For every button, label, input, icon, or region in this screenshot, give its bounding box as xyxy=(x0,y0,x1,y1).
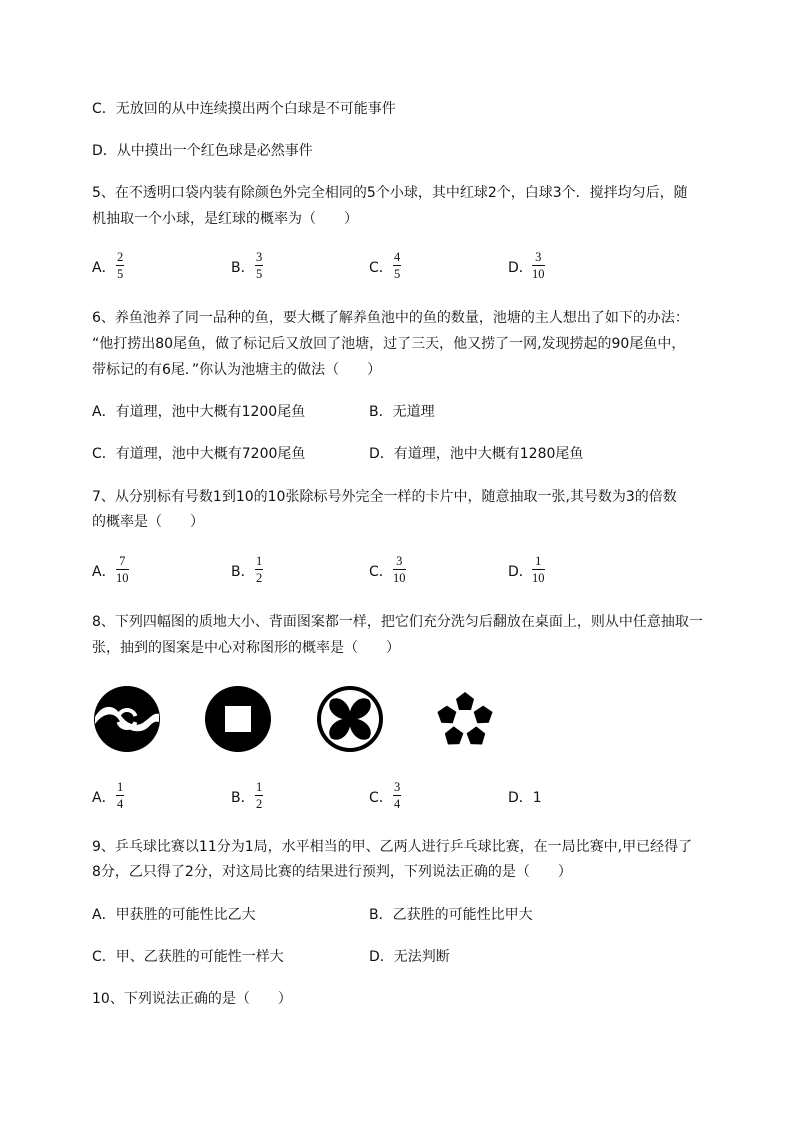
q7-option-d-label: D． xyxy=(508,564,533,580)
denominator: 2 xyxy=(256,797,263,811)
q5-text-line1: 5、在不透明口袋内装有除颜色外完全相同的5个小球，其中红球2个，白球3个．搅拌均匀后，随 xyxy=(92,185,688,201)
numerator: 1 xyxy=(117,780,124,794)
q5-option-c-fraction xyxy=(393,251,401,281)
q5-option-a-label: A． xyxy=(92,260,116,276)
q9-option-a: A．甲获胜的可能性比乙大 xyxy=(92,907,256,923)
denominator: 5 xyxy=(394,267,401,281)
q6-text-line1: 6、养鱼池养了同一品种的鱼，要大概了解养鱼池中的鱼的数量，池塘的主人想出了如下的办法： xyxy=(92,310,689,326)
q5-text-line2: 机抽取一个小球，是红球的概率为（ ） xyxy=(92,211,358,227)
q6-option-b: B．无道理 xyxy=(369,404,435,420)
q8-option-a-fraction xyxy=(116,781,124,811)
q7-option-c-fraction xyxy=(393,555,406,585)
q7-option-b-fraction xyxy=(255,555,263,585)
q7-option-d-fraction xyxy=(532,555,545,585)
q6-option-a: A．有道理，池中大概有1200尾鱼 xyxy=(92,404,306,420)
q7-text-line2: 的概率是（ ） xyxy=(92,514,204,530)
q9-text-line1: 9、乒乓球比赛以11分为1局，水平相当的甲、乙两人进行乒乓球比赛，在一局比赛中,甲已经得了 xyxy=(92,839,693,855)
q5-option-b-fraction xyxy=(255,251,263,281)
q8-text-line2: 张，抽到的图案是中心对称图形的概率是（ ） xyxy=(92,640,400,656)
numerator: 7 xyxy=(119,554,126,568)
q9-option-d: D．无法判断 xyxy=(369,949,450,965)
denominator: 4 xyxy=(117,797,124,811)
q7-option-c-label: C． xyxy=(369,564,393,580)
q5-option-a-fraction xyxy=(116,251,124,281)
denominator: 2 xyxy=(256,571,263,585)
numerator: 2 xyxy=(117,250,124,264)
figure-circle-square-icon xyxy=(203,684,273,754)
q9-text-line2: 8分，乙只得了2分，对这局比赛的结果进行预判，下列说法正确的是（ ） xyxy=(92,864,572,880)
q8-option-c-label: C． xyxy=(369,790,393,806)
q7-option-a-fraction xyxy=(116,555,129,585)
denominator: 4 xyxy=(394,797,401,811)
denominator: 10 xyxy=(532,267,545,281)
q6-option-c: C．有道理，池中大概有7200尾鱼 xyxy=(92,446,306,462)
denominator: 10 xyxy=(532,571,545,585)
q6-text-line2: “他打捞出80尾鱼，做了标记后又放回了池塘，过了三天，他又捞了一网,发现捞起的90尾鱼中， xyxy=(92,336,686,352)
q8-option-a-label: A． xyxy=(92,790,116,806)
numerator: 3 xyxy=(256,250,263,264)
numerator: 1 xyxy=(256,780,263,794)
q6-text-line3: 带标记的有6尾．”你认为池塘主的做法（ ） xyxy=(92,362,382,378)
q10-text-line1: 10、下列说法正确的是（ ） xyxy=(92,991,292,1007)
q8-text-line1: 8、下列四幅图的质地大小、背面图案都一样，把它们充分洗匀后翻放在桌面上，则从中任意抽取一 xyxy=(92,614,703,630)
option-c-previous: C．无放回的从中连续摸出两个白球是不可能事件 xyxy=(92,101,396,117)
q9-option-c: C．甲、乙获胜的可能性一样大 xyxy=(92,949,284,965)
denominator: 5 xyxy=(117,267,124,281)
q8-option-b-fraction xyxy=(255,781,263,811)
numerator: 1 xyxy=(535,554,542,568)
q9-option-b: B．乙获胜的可能性比甲大 xyxy=(369,907,533,923)
numerator: 1 xyxy=(256,554,263,568)
option-d-previous: D．从中摸出一个红色球是必然事件 xyxy=(92,143,313,159)
numerator: 3 xyxy=(396,554,403,568)
q5-option-c-label: C． xyxy=(369,260,393,276)
q8-option-b-label: B． xyxy=(231,790,255,806)
numerator: 4 xyxy=(394,250,401,264)
denominator: 10 xyxy=(393,571,406,585)
figure-four-petal-icon xyxy=(315,684,385,754)
numerator: 3 xyxy=(394,780,401,794)
q8-option-d-value: 1 xyxy=(532,790,542,806)
q7-option-a-label: A． xyxy=(92,564,116,580)
q7-text-line1: 7、从分别标有号数1到10的10张除标号外完全一样的卡片中，随意抽取一张,其号数为3的倍数 xyxy=(92,489,677,505)
denominator: 5 xyxy=(256,267,263,281)
figure-pentagons-icon xyxy=(430,684,500,754)
numerator: 3 xyxy=(535,250,542,264)
q5-option-b-label: B． xyxy=(231,260,255,276)
denominator: 10 xyxy=(116,571,129,585)
q8-option-d xyxy=(508,788,542,808)
q6-option-d: D．有道理，池中大概有1280尾鱼 xyxy=(369,446,584,462)
q8-option-c-fraction xyxy=(393,781,401,811)
q5-option-d-fraction xyxy=(532,251,545,281)
q5-option-d-label: D． xyxy=(508,260,533,276)
q7-option-b-label: B． xyxy=(231,564,255,580)
q8-option-d-label: D． xyxy=(508,790,533,806)
figure-circle-wave-icon xyxy=(92,684,162,754)
